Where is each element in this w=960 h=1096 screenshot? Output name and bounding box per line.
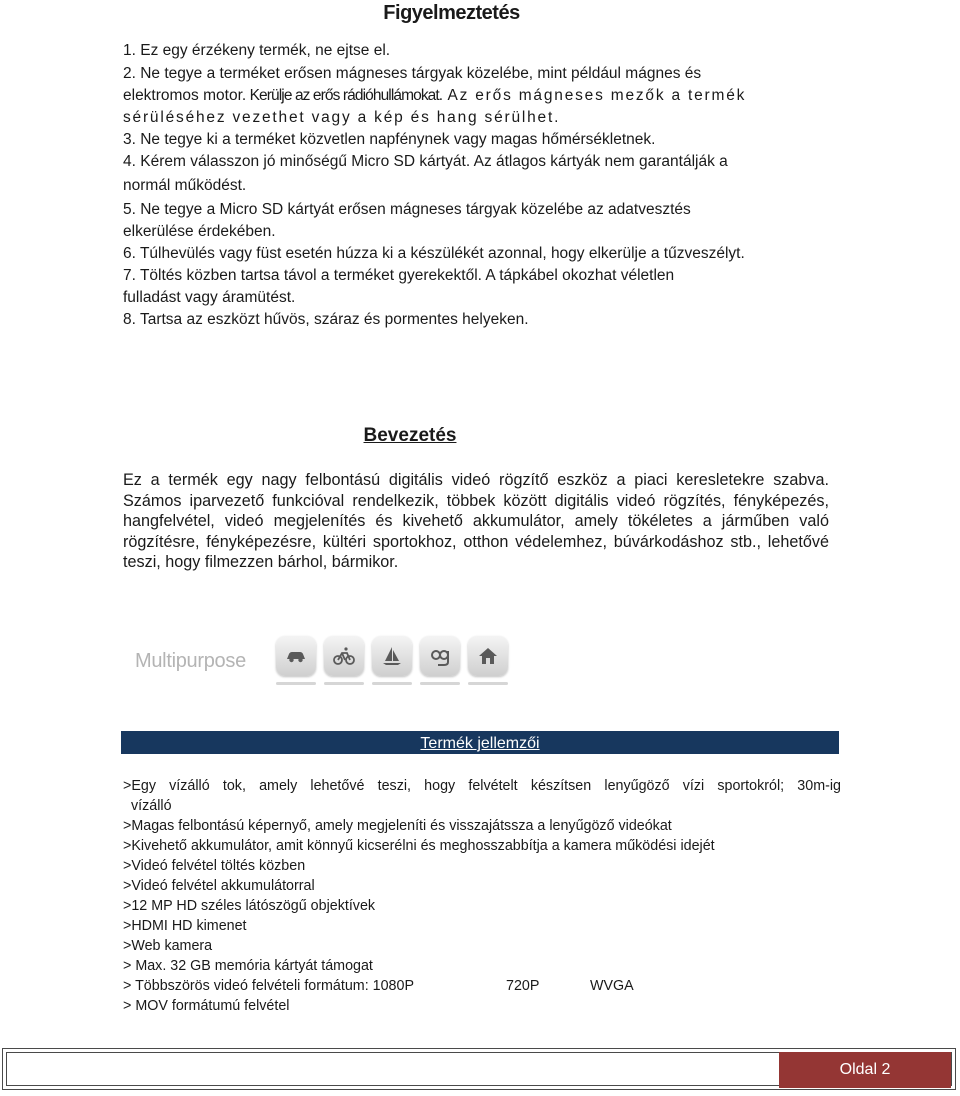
sailboat-caption [372,682,412,685]
feature-item: >Kivehető akkumulátor, amit könnyű kicserélni és meghosszabbítja a kamera működési idejét [123,838,715,854]
page-number: Oldal 2 [779,1052,951,1088]
diving-mask-caption [420,682,460,685]
feature-item: >Web kamera [123,938,213,954]
format-720p: 720P [506,978,540,994]
feature-item: >Videó felvétel akkumulátorral [123,878,315,894]
format-wvga: WVGA [590,978,634,994]
feature-item: > MOV formátumú felvétel [123,998,290,1014]
car-caption [276,682,316,685]
feature-item: >HDMI HD kimenet [123,918,247,934]
feature-item: >12 MP HD széles látószögű objektívek [123,898,376,914]
home-icon [468,636,508,676]
car-icon [276,636,316,676]
bicycle-icon [324,636,364,676]
warning-item-2: 2. Ne tegye a terméket erősen mágneses tárgyak közelébe, mint például mágnes és [123,65,702,82]
intro-paragraph: Ez a termék egy nagy felbontású digitális videó rögzítő eszköz a piaci keresletekre szabva. Számos iparvezető funkcióval rendelkezik, többek között digitális videó rögzítés, fényképezés, hangfelvétel, videó megjelenítés és kivehető akkumulátor, amely tökéletes a járműben való rögzítésre, fényképezésre, kültéri sportokhoz, otthon védelemhez, búvárkodáshoz stb., lehetővé teszi, hogy filmezzen bárhol, bármikor. [123,471,829,571]
warning-item-7-cont: fulladást vagy áramütést. [123,289,296,306]
diving-mask-icon [420,636,460,676]
formats-label: > Többszörös videó felvételi formátum: 1080P [123,978,414,994]
bicycle-caption [324,682,364,685]
warning-item-1: 1. Ez egy érzékeny termék, ne ejtse el. [123,42,391,59]
warning-item-5-cont: elkerülése érdekében. [123,223,276,240]
warning-item-4: 4. Kérem válasszon jó minőségű Micro SD kártyát. Az átlagos kártyák nem garantálják a [123,153,728,170]
warning-item-8: 8. Tartsa az eszközt hűvös, száraz és pormentes helyeken. [123,311,529,328]
feature-item: vízálló [131,798,172,814]
warning-item-7: 7. Töltés közben tartsa távol a terméket gyerekektől. A tápkábel okozhat véletlen [123,267,675,284]
warning-item-2-end: sérüléséhez vezethet vagy a kép és hang sérülhet. [123,109,561,126]
page-footer [2,1048,956,1090]
warning-item-5: 5. Ne tegye a Micro SD kártyát erősen mágneses tárgyak közelébe az adatvesztés [123,201,691,218]
feature-item: >Videó felvétel töltés közben [123,858,306,874]
intro-heading: Bevezetés [363,425,457,446]
multipurpose-label: Multipurpose [135,650,246,672]
warning-item-4-cont: normál működést. [123,177,247,194]
features-heading: Termék jellemzői [121,731,839,754]
sailboat-icon [372,636,412,676]
feature-item: > Max. 32 GB memória kártyát támogat [123,958,373,974]
warning-item-6: 6. Túlhevülés vagy füst esetén húzza ki a készülékét azonnal, hogy elkerülje a tűzveszélyt. [123,245,745,262]
warning-item-3: 3. Ne tegye ki a terméket közvetlen napfénynek vagy magas hőmérsékletnek. [123,131,656,148]
feature-list [123,776,841,1016]
feature-item: >Egy vízálló tok, amely lehetővé teszi, hogy felvételt készítsen lenyűgöző vízi sportokról; 30m-ig [123,778,841,794]
feature-item-formats [123,976,841,996]
multipurpose-banner [135,636,535,696]
feature-item: >Magas felbontású képernyő, amely megjeleníti és visszajátssza a lenyűgöző videókat [123,818,672,834]
warning-list [123,40,841,331]
home-caption [468,682,508,685]
warning-item-2-cont: elektromos motor. Kerülje az erős rádióhullámokat. Az erős mágneses mezők a termék [123,87,747,104]
warning-title: Figyelmeztetés [383,2,520,24]
